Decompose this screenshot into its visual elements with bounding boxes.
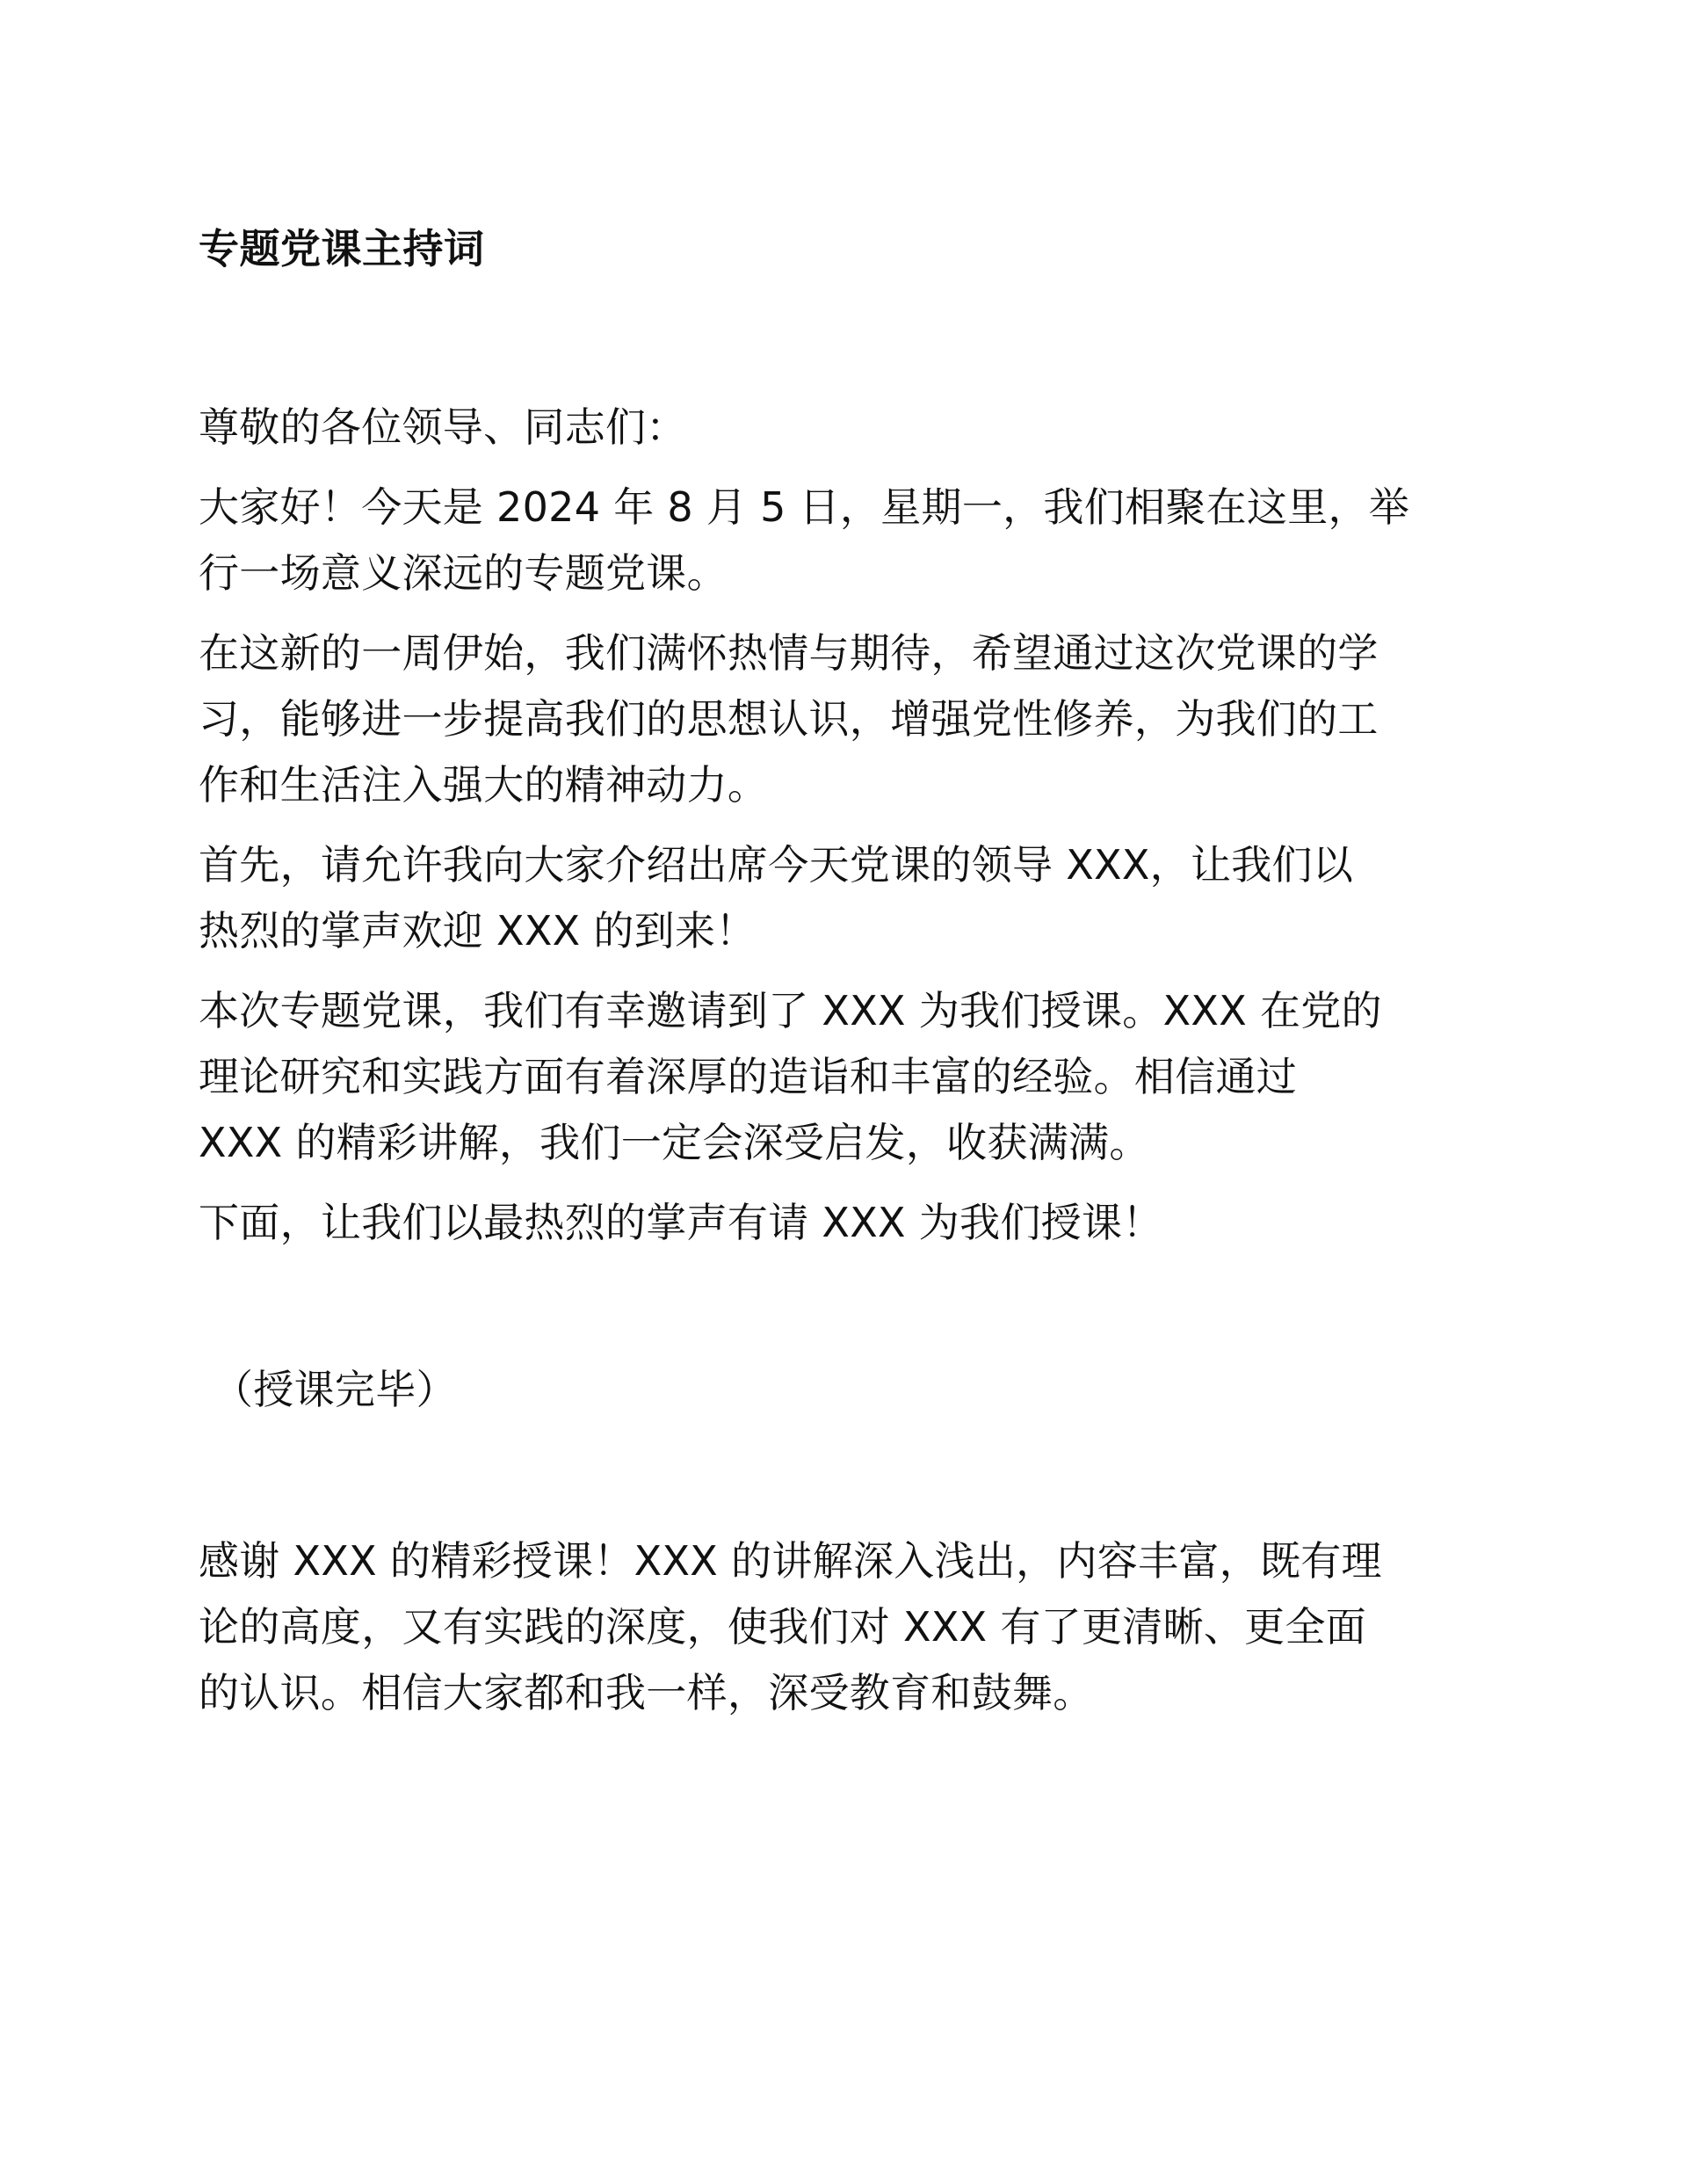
paragraph-line: 作和生活注入强大的精神动力。 [199, 761, 769, 809]
paragraph-line: 在这新的一周伊始，我们满怀热情与期待，希望通过这次党课的学 [199, 629, 1379, 677]
document-body [199, 218, 1490, 1726]
paragraph-purpose [199, 620, 1490, 818]
paragraph-line: 理论研究和实践方面有着深厚的造诣和丰富的经验。相信通过 [199, 1053, 1298, 1100]
paragraph-line: 行一场意义深远的专题党课。 [199, 549, 728, 597]
document-title: 专题党课主持词 [199, 225, 485, 272]
paragraph-line: XXX 的精彩讲解，我们一定会深受启发，收获满满。 [199, 1119, 1150, 1166]
paragraph-line: 感谢 XXX 的精彩授课！XXX 的讲解深入浅出，内容丰富，既有理 [199, 1537, 1382, 1585]
paragraph-date [199, 475, 1490, 606]
paragraph-line: 下面，让我们以最热烈的掌声有请 XXX 为我们授课！ [199, 1199, 1163, 1246]
paragraph-introduction [199, 832, 1490, 964]
paragraph-closing [199, 1528, 1490, 1726]
paragraph-invitation [199, 1190, 1490, 1256]
paragraph-line: 首先，请允许我向大家介绍出席今天党课的领导 XXX，让我们以 [199, 841, 1354, 889]
paragraph-line: 习，能够进一步提高我们的思想认识，增强党性修养，为我们的工 [199, 695, 1379, 743]
paragraph-line: 论的高度，又有实践的深度，使我们对 XXX 有了更清晰、更全面 [199, 1603, 1367, 1651]
paragraph-line: 的认识。相信大家都和我一样，深受教育和鼓舞。 [199, 1669, 1094, 1716]
stage-note: （授课完毕） [213, 1366, 457, 1413]
paragraph-line: 本次专题党课，我们有幸邀请到了 XXX 为我们授课。XXX 在党的 [199, 987, 1382, 1034]
greeting: 尊敬的各位领导、同志们： [199, 403, 687, 451]
paragraph-line: 热烈的掌声欢迎 XXX 的到来！ [199, 907, 757, 954]
paragraph-line: 大家好！今天是 2024 年 8 月 5 日，星期一，我们相聚在这里，举 [199, 483, 1410, 531]
paragraph-lecturer [199, 978, 1490, 1176]
